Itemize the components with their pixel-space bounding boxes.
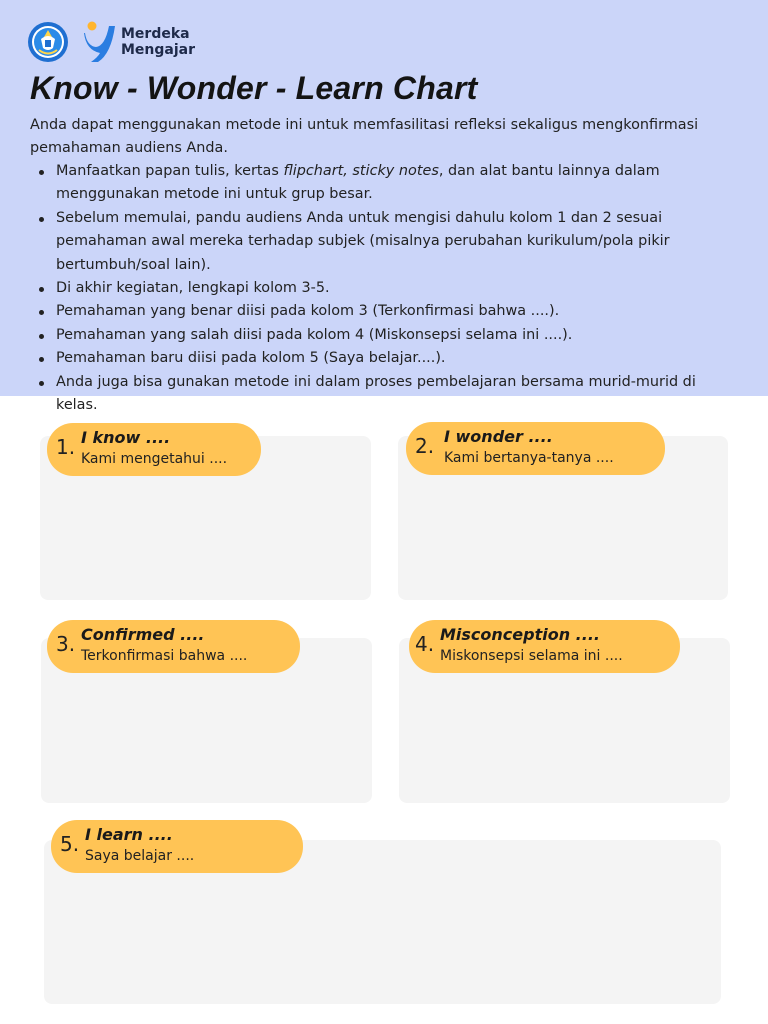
- list-item: Pemahaman yang benar diisi pada kolom 3 (Terkonfirmasi bahwa ....).: [30, 300, 740, 323]
- misconception-label-pill: [409, 620, 680, 673]
- section-title: Confirmed ....: [81, 625, 205, 644]
- list-item: Manfaatkan papan tulis, kertas flipchart, sticky notes, dan alat bantu lainnya dalam menggunakan metode ini untuk grup besar.: [30, 160, 740, 207]
- section-subtitle: Kami mengetahui ....: [81, 451, 228, 467]
- wonder-label-pill: [406, 422, 665, 475]
- learn-label-pill: [51, 820, 303, 873]
- section-number: 1.: [56, 435, 76, 459]
- know-label-pill: [47, 423, 261, 476]
- instruction-list: [30, 160, 740, 417]
- brand-line-1: Merdeka: [121, 26, 190, 42]
- header-panel: [0, 0, 768, 414]
- page-title: Know - Wonder - Learn Chart: [30, 70, 478, 106]
- list-item: Pemahaman baru diisi pada kolom 5 (Saya belajar....).: [30, 347, 740, 370]
- section-number: 3.: [56, 632, 76, 656]
- section-subtitle: Saya belajar ....: [85, 848, 195, 864]
- confirmed-label-pill: [47, 620, 300, 673]
- logo-bar: [27, 20, 195, 64]
- section-subtitle: Terkonfirmasi bahwa ....: [81, 648, 248, 664]
- merdeka-mengajar-logo-icon: [83, 20, 117, 64]
- section-subtitle: Kami bertanya-tanya ....: [444, 450, 614, 466]
- section-number: 4.: [415, 632, 435, 656]
- section-title: I learn ....: [85, 825, 173, 844]
- brand-name: [121, 26, 195, 58]
- brand-line-2: Mengajar: [121, 42, 196, 58]
- tut-wuri-handayani-emblem-icon: [27, 21, 69, 63]
- section-title: Misconception ....: [440, 625, 600, 644]
- section-subtitle: Miskonsepsi selama ini ....: [440, 648, 623, 664]
- section-number: 5.: [60, 832, 80, 856]
- section-title: I wonder ....: [444, 427, 553, 446]
- list-item: Sebelum memulai, pandu audiens Anda untuk mengisi dahulu kolom 1 dan 2 sesuai pemahaman awal mereka terhadap subjek (misalnya perubahan kurikulum/pola pikir bertumbuh/soal lain).: [30, 207, 740, 277]
- list-item: Pemahaman yang salah diisi pada kolom 4 (Miskonsepsi selama ini ....).: [30, 324, 740, 347]
- list-item: Di akhir kegiatan, lengkapi kolom 3-5.: [30, 277, 740, 300]
- section-number: 2.: [415, 434, 435, 458]
- intro-paragraph: Anda dapat menggunakan metode ini untuk memfasilitasi refleksi sekaligus mengkonfirmasi pemahaman audiens Anda.: [30, 117, 699, 157]
- list-item: Anda juga bisa gunakan metode ini dalam proses pembelajaran bersama murid-murid di kelas.: [30, 371, 740, 418]
- section-title: I know ....: [81, 428, 171, 447]
